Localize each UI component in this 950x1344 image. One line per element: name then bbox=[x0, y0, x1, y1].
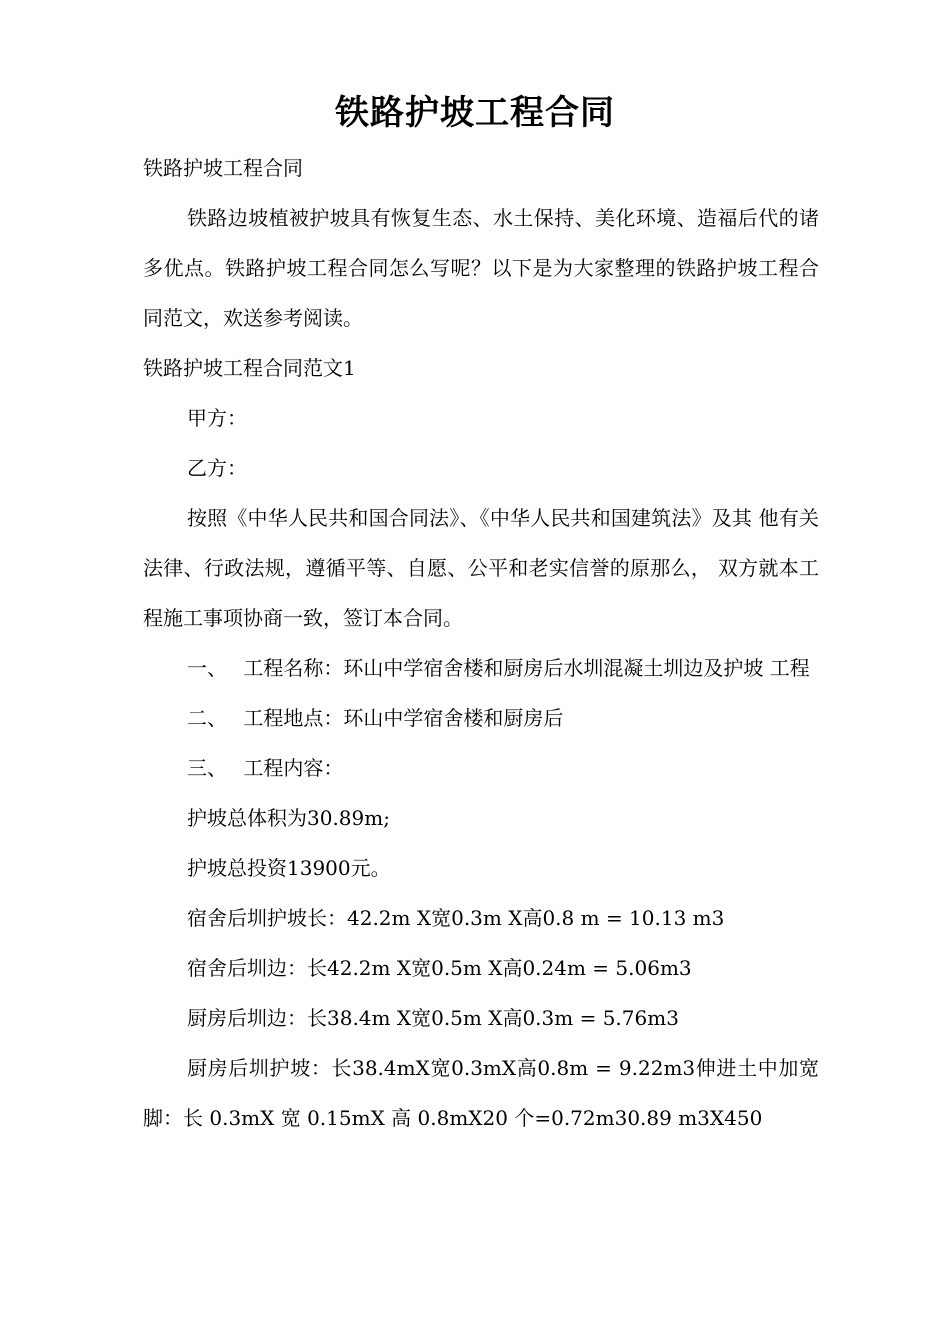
section-heading: 铁路护坡工程合同范文1 bbox=[143, 356, 356, 380]
kitchen-slope-line: 厨房后圳护坡：长38.4mX宽0.3mX高0.8m = 9.22m3伸进土中加宽脚：长 0.3mX 宽 0.15mX 高 0.8mX20 个=0.72m30.89 m3X450 bbox=[143, 1056, 819, 1130]
item-project-content: 三、 工程内容： bbox=[187, 756, 344, 780]
document-title: 铁路护坡工程合同 bbox=[335, 93, 615, 133]
preamble-paragraph: 按照《中华人民共和国合同法》、《中华人民共和国建筑法》及其 他有关法律、行政法规，遵循平等、自愿、公平和老实信誉的原那么， 双方就本工程施工事项协商一致，签订本合同。 bbox=[143, 506, 819, 630]
party-b-line: 乙方： bbox=[187, 456, 247, 480]
kitchen-edge-line: 厨房后圳边：长38.4m X宽0.5m X高0.3m = 5.76m3 bbox=[187, 1006, 679, 1030]
item-project-location: 二、 工程地点：环山中学宿舍楼和厨房后 bbox=[187, 706, 564, 730]
document-body bbox=[143, 143, 819, 1143]
intro-paragraph: 铁路边坡植被护坡具有恢复生态、水土保持、美化环境、造福后代的诸多优点。铁路护坡工程合同怎么写呢？以下是为大家整理的铁路护坡工程合同范文，欢送参考阅读。 bbox=[143, 206, 819, 330]
document-subtitle: 铁路护坡工程合同 bbox=[143, 156, 303, 180]
slope-volume-line: 护坡总体积为30.89m; bbox=[187, 806, 390, 830]
dorm-slope-line: 宿舍后圳护坡长：42.2m X宽0.3m X高0.8 m = 10.13 m3 bbox=[187, 906, 725, 930]
dorm-edge-line: 宿舍后圳边：长42.2m X宽0.5m X高0.24m = 5.06m3 bbox=[187, 956, 692, 980]
slope-investment-line: 护坡总投资13900元。 bbox=[187, 856, 391, 880]
party-a-line: 甲方： bbox=[187, 406, 247, 430]
item-project-name: 一、 工程名称：环山中学宿舍楼和厨房后水圳混凝土圳边及护坡 工程 bbox=[187, 656, 810, 680]
